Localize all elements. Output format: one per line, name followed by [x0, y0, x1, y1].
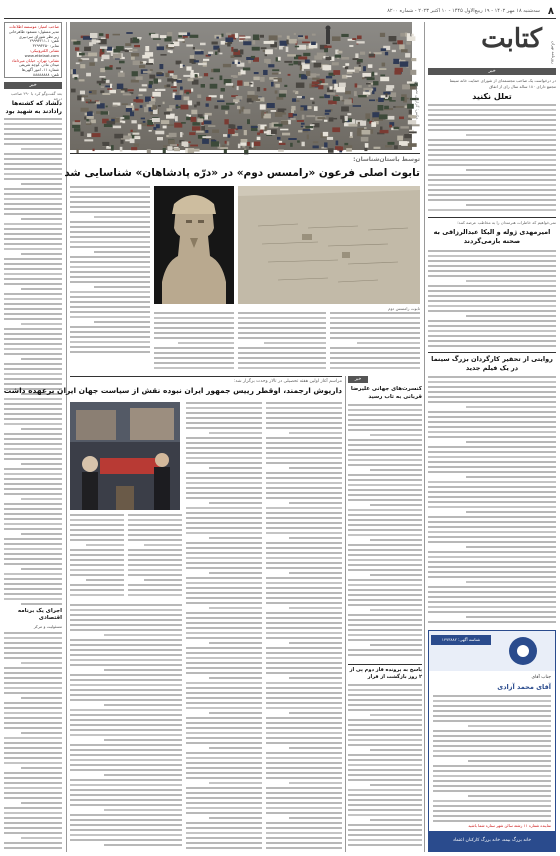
ad-footer: خانه بزرگ بیمه، خانه بزرگ کارکنان اعتماد [429, 831, 555, 851]
section-subtitle: روزنامه تهران [551, 41, 556, 64]
ramesses-top-rule [70, 153, 420, 154]
publisher-line-1: صاحب امتیاز: موسسه اطلاعات [9, 24, 59, 29]
ad-body [433, 695, 551, 825]
right-news-body [428, 104, 556, 214]
actors-top-rule [428, 217, 556, 218]
sports-body [348, 404, 422, 660]
sports-title: کنسرت‌های جهانی علیرضا قربانی به تاب رسید [350, 386, 422, 400]
publisher-box [4, 22, 62, 78]
ramesses-sarcophagus-photo [238, 186, 420, 304]
top-rule [4, 18, 556, 19]
publisher-line-2: مدیر مسئول: مسعود طاهرخانی [8, 28, 59, 34]
university-kicker: مراسم آغاز اولین هفته تحصیلی در تالار وحدت برگزار شد: [233, 379, 342, 384]
shortnews-body [348, 684, 422, 852]
section-masthead [428, 22, 556, 66]
photo-caption: عکس: گزارش تصویری [415, 81, 420, 120]
ad-name: آقای محمد آزادی [497, 683, 551, 691]
left-news-title: دلشاد که کشته‌ها رادادند به شهید بود [5, 100, 62, 115]
cinema-body [428, 376, 556, 626]
university-body-col-5 [70, 604, 182, 852]
insurance-logo-mark-icon [517, 645, 529, 657]
publisher-line-4: تلفن: ۱-۲۹۹۹۳۲۱۱ [29, 38, 59, 44]
university-top-rule [70, 376, 342, 377]
ramesses-body-col-4 [330, 312, 420, 372]
left-news-body [4, 118, 62, 606]
garbage-photo [70, 22, 412, 150]
ad-bottom-text: نماینده شماره ۱۱ رشته سالن شهر ستاره شما باشید [468, 823, 551, 828]
page-number: ۸ [547, 6, 554, 17]
publisher-line-11: تلفن: ۸۸۸۸۸۸۸۸ [33, 71, 59, 77]
ramesses-caption: تابوت رامسس دوم [388, 306, 420, 311]
publisher-line-8: نشانی: تهران، خیابان میرداماد [11, 57, 59, 63]
right-news-label: خبر [428, 68, 556, 75]
left-news-label: خبر [4, 82, 62, 89]
left-bottom-title: اجرای یک برنامه اقتصادی [17, 608, 62, 621]
cinema-top-rule [428, 352, 556, 353]
right-column-divider [424, 22, 425, 852]
left-bottom-body [4, 632, 62, 852]
middle-divider [345, 376, 346, 852]
ad-label: شناسه آگهی: ۱۴۷۳۸۸۲ [431, 635, 491, 645]
ramesses-kicker: توسط باستان‌شناسان: [353, 156, 420, 163]
shortnews-title: پاسخ به پرونده فاز دوم پی از ۲ روز بازگشت از قرار [349, 667, 422, 680]
section-title: کتابت [481, 24, 542, 54]
actors-kicker: نمی‌خواهیم که خاطرات هنرمندان را به مخاطب عرضه کنند؛ [457, 220, 556, 225]
right-news-subkicker: مجمع دارای ۱۸۰ ساله سال رای از اتفاق [489, 84, 556, 89]
publisher-line-7[interactable]: www.ettelaat.com [24, 52, 59, 58]
right-news-title: تعلل نکنید [472, 92, 512, 101]
ad-header [429, 631, 555, 671]
page-header-bar [4, 6, 556, 18]
ad-box [428, 630, 556, 852]
ramesses-body-col-1 [70, 186, 150, 354]
cinema-title: روایتی از تحقیر کارگردان بزرگ سینما در یک فیلم جدید [431, 355, 553, 372]
left-news-kicker: بعد گفت‌وگو کرد با ۲۹۰ صاحب درجه [11, 91, 62, 101]
university-body-col-4 [266, 402, 342, 852]
header-info: سه‌شنبه ۱۸ مهر ۱۴۰۲ - ۱۹ ربیع‌الاول ۱۴۴۵ - ۱۰ اکتبر ۲۰۲۳ - شماره ۸۲۰۰ [387, 8, 540, 14]
ramesses-title: تابوت اصلی فرعون «رامسس دوم» در «درّه پادشاهان» شناسایی شد [64, 167, 420, 179]
actors-body [428, 250, 556, 350]
publisher-line-5: نمابر: ۳۲۹۹۳۲۵۰ [32, 43, 59, 49]
ramesses-statue-photo [154, 186, 234, 304]
publisher-line-10: شماره ۱۱، امور آگهی‌ها [21, 67, 59, 73]
publisher-line-9: میدان مادر، کوچه شریفی [18, 62, 59, 68]
ramesses-body-col-3 [238, 312, 326, 372]
right-news-kicker: در درخواست یک صاحب مجسمه‌ای از شورای حمایت خانه سینما [449, 78, 556, 83]
university-body-col-1 [70, 514, 124, 600]
publisher-line-6: نشانی الکترونیکی: [29, 47, 59, 53]
ramesses-body-col-2 [154, 312, 234, 372]
university-event-photo [70, 402, 180, 510]
university-title: داریوش ارجمند، اوقطر رییس جمهور ایران نبوده نقش از سیاست جهان ایران برعهده داشت [3, 386, 342, 395]
publisher-line-3: زیر نظر شورای سردبیری [18, 33, 59, 39]
actors-title: امیرمهدی ژوله و الیکا عبدالرزاقی به صحنه بازمی‌گردند [433, 228, 551, 245]
left-bottom-subtitle: مسئولیت و مرکز [33, 624, 62, 629]
left-column-divider [66, 22, 67, 852]
mid-news-label: خبر [348, 376, 368, 383]
shortnews-top-rule [348, 664, 422, 665]
university-body-col-3 [186, 402, 262, 852]
university-body-col-2 [128, 514, 182, 600]
ad-subtitle: جناب آقای [531, 675, 551, 680]
